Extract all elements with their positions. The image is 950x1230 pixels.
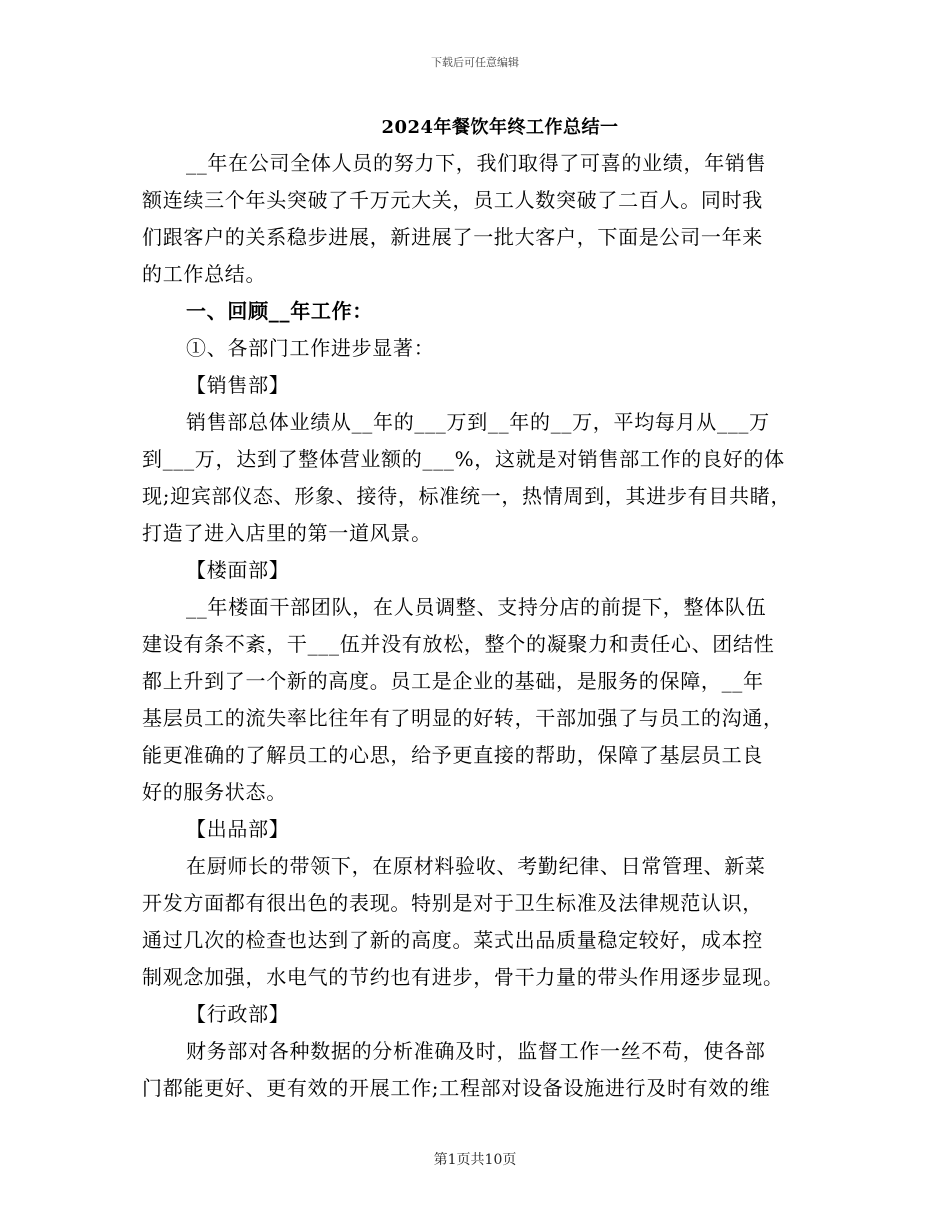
paragraph-line: 门都能更好、更有效的开展工作;工程部对设备设施进行及时有效的维: [142, 1076, 771, 1100]
department-heading: 【销售部】: [186, 373, 290, 397]
paragraph-line: 财务部对各种数据的分析准确及时，监督工作一丝不苟，使各部: [186, 1039, 766, 1063]
paragraph-line: 打造了进入店里的第一道风景。: [142, 521, 432, 545]
department-heading: 【楼面部】: [186, 558, 290, 582]
paragraph-line: 制观念加强，水电气的节约也有进步，骨干力量的带头作用逐步显现。: [142, 965, 784, 989]
paragraph-line: 销售部总体业绩从__年的___万到__年的__万，平均每月从___万: [186, 410, 770, 434]
subsection-heading: ①、各部门工作进步显著：: [186, 336, 435, 360]
paragraph-line: 开发方面都有很出色的表现。特别是对于卫生标准及法律规范认识，: [142, 891, 763, 915]
paragraph-line: 额连续三个年头突破了千万元大关，员工人数突破了二百人。同时我: [142, 188, 763, 212]
paragraph-line: __年在公司全体人员的努力下，我们取得了可喜的业绩，年销售: [186, 151, 767, 175]
paragraph-line: 的工作总结。: [142, 262, 267, 286]
section-heading: 一、回顾__年工作：: [186, 299, 373, 323]
department-heading: 【行政部】: [186, 1002, 290, 1026]
paragraph-line: __年楼面干部团队，在人员调整、支持分店的前提下，整体队伍: [186, 595, 767, 619]
paragraph-line: 们跟客户的关系稳步进展，新进展了一批大客户，下面是公司一年来: [142, 225, 763, 249]
page-footer: 第1页共10页: [433, 1152, 517, 1168]
paragraph-line: 好的服务状态。: [142, 780, 287, 804]
paragraph-line: 通过几次的检查也达到了新的高度。菜式出品质量稳定较好，成本控: [142, 928, 763, 952]
header-note: 下载后可任意编辑: [431, 56, 519, 69]
paragraph-line: 建设有条不紊，干___伍并没有放松，整个的凝聚力和责任心、团结性: [142, 632, 775, 656]
paragraph-line: 基层员工的流失率比往年有了明显的好转，干部加强了与员工的沟通，: [142, 706, 784, 730]
paragraph-line: 能更准确的了解员工的心思，给予更直接的帮助，保障了基层员工良: [142, 743, 763, 767]
department-heading: 【出品部】: [186, 817, 290, 841]
document-title: 2024年餐饮年终工作总结一: [381, 117, 619, 138]
paragraph-line: 都上升到了一个新的高度。员工是企业的基础，是服务的保障，__年: [142, 669, 764, 693]
paragraph-line: 现;迎宾部仪态、形象、接待，标准统一，热情周到，其进步有目共睹，: [142, 484, 792, 508]
paragraph-line: 在厨师长的带领下，在原材料验收、考勤纪律、日常管理、新菜: [186, 854, 766, 878]
paragraph-line: 到___万，达到了整体营业额的___%，这就是对销售部工作的良好的体: [142, 447, 785, 471]
document-body: [142, 145, 822, 1107]
